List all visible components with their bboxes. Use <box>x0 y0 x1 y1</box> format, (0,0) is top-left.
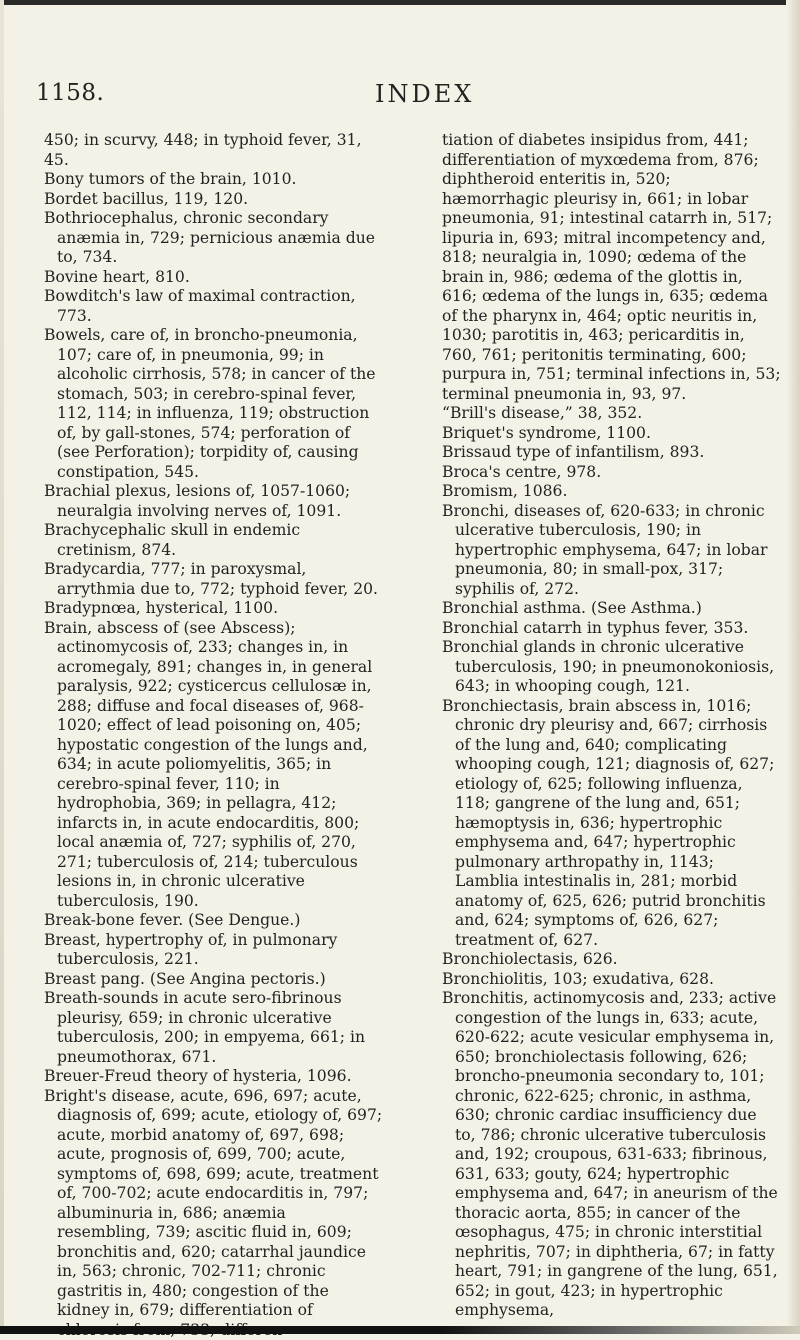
index-entry: Broca's centre, 978. <box>442 463 782 483</box>
index-entry: Bronchiolitis, 103; exudativa, 628. <box>442 970 782 990</box>
index-entry: Bothriocephalus, chronic secondary anæmia in, 729; pernicious anæmia due to, 734. <box>44 209 384 268</box>
index-entry: Brain, abscess of (see Abscess); actinomycosis of, 233; changes in, in acromegaly, 891; changes in, in general paralysis, 922; cysticercus cellulosæ in, 288; diffuse and focal diseases of, 968-1020; effect of lead poisoning on, 405; hypostatic congestion of the lungs and, 634; in acute poliomyelitis, 365; in cerebro-spinal fever, 110; in hydrophobia, 369; in pellagra, 412; infarcts in, in acute endocarditis, 800; local anæmia of, 727; syphilis of, 270, 271; tuberculosis of, 214; tuberculous lesions in, in chronic ulcerative tuberculosis, 190. <box>44 619 384 912</box>
index-entry: Bronchial glands in chronic ulcerative tuberculosis, 190; in pneumonokoniosis, 643; in whooping cough, 121. <box>442 638 782 697</box>
index-entry: Bordet bacillus, 119, 120. <box>44 190 384 210</box>
index-entry: Bright's disease, acute, 696, 697; acute, diagnosis of, 699; acute, etiology of, 697; acute, morbid anatomy of, 697, 698; acute, prognosis of, 699, 700; acute, symptoms of, 698, 699; acute, treatment of, 700-702; acute endocarditis in, 797; albuminuria in, 686; anæmia resembling, 739; ascitic fluid in, 609; bronchitis and, 620; catarrhal jaundice in, 563; chronic, 702-711; chronic gastritis in, 480; congestion of the kidney in, 679; differentiation of <box>44 1087 384 1340</box>
page-number: 1158. <box>36 80 104 106</box>
index-entry: Breast, hypertrophy of, in pulmonary tuberculosis, 221. <box>44 931 384 970</box>
bottom-edge-rule <box>0 1326 800 1334</box>
page-header <box>0 80 800 112</box>
index-entry: Brissaud type of infantilism, 893. <box>442 443 782 463</box>
running-head: INDEX <box>375 80 474 108</box>
index-entry: “Brill's disease,” 38, 352. <box>442 404 782 424</box>
index-entry: Break-bone fever. (See Dengue.) <box>44 911 384 931</box>
right-index-column <box>442 131 782 1321</box>
top-edge-rule <box>0 0 800 5</box>
index-entry: Breuer-Freud theory of hysteria, 1096. <box>44 1067 384 1087</box>
index-entry: Briquet's syndrome, 1100. <box>442 424 782 444</box>
index-entry: Bowditch's law of maximal contraction, 773. <box>44 287 384 326</box>
index-entry-continuation: tiation of diabetes insipidus from, 441; differentiation of myxœdema from, 876; diphtheroid enteritis in, 520; hæmorrhagic pleurisy in, 661; in lobar pneumonia, 91; intestinal catarrh in, 517; lipuria in, 693; mitral incompetency and, 818; neuralgia in, 1090; œdema of the brain in, 986; œdema of the glottis in, 616; œdema of the lungs in, 635; œdema of the pharynx in, 464; optic neuritis in, 1030; parotitis in, 463; pericarditis in, 760, 761; peritonitis terminating, 600; purpura in, 751; terminal infections in, 53; terminal pneumonia in, 93, 97. <box>442 131 782 404</box>
index-entry: Bronchi, diseases of, 620-633; in chronic ulcerative tuberculosis, 190; in hypertrophic emphysema, 647; in lobar pneumonia, 80; in small-pox, 317; syphilis of, 272. <box>442 502 782 600</box>
index-entry: Bovine heart, 810. <box>44 268 384 288</box>
index-entry: Bowels, care of, in broncho-pneumonia, 107; care of, in pneumonia, 99; in alcoholic cirrhosis, 578; in cancer of the stomach, 503; in cerebro-spinal fever, 112, 114; in influenza, 119; obstruction of, by gall-stones, 574; perforation of (see Perforation); torpidity of, causing constipation, 545. <box>44 326 384 482</box>
index-entry: Bronchiolectasis, 626. <box>442 950 782 970</box>
right-page-edge <box>786 0 800 1334</box>
index-entry: Brachial plexus, lesions of, 1057-1060; neuralgia involving nerves of, 1091. <box>44 482 384 521</box>
index-entry: Bronchitis, actinomycosis and, 233; active congestion of the lungs in, 633; acute, 620-622; acute vesicular emphysema in, 650; bronchiolectasis following, 626; broncho-pneumonia secondary to, 101; chronic, 622-625; chronic, in asthma, 630; chronic cardiac insufficiency due to, 786; chronic ulcerative tuberculosis and, 192; croupous, 631-633; fibrinous, 631, 633; gouty, 624; hypertrophic emphysema and, 647; in aneurism of the thoracic aorta, 855; in cancer of the œsophagus, 475; in chronic interstitial nephritis, 707; in diphtheria, 67; in fatty heart, 791; in gangrene of the lung, 651, 652; in gout, 423; in hypertrophic emphysema, <box>442 989 782 1321</box>
index-entry: Bronchial asthma. (See Asthma.) <box>442 599 782 619</box>
index-entry: Bradycardia, 777; in paroxysmal, arrythmia due to, 772; typhoid fever, 20. <box>44 560 384 599</box>
index-entry-continuation: 450; in scurvy, 448; in typhoid fever, 31, 45. <box>44 131 384 170</box>
index-entry: Breath-sounds in acute sero-fibrinous pleurisy, 659; in chronic ulcerative tuberculosis, 200; in empyema, 661; in pneumothorax, 671. <box>44 989 384 1067</box>
index-entry: Brachycephalic skull in endemic cretinism, 874. <box>44 521 384 560</box>
left-index-column <box>44 131 384 1340</box>
index-entry: Bradypnœa, hysterical, 1100. <box>44 599 384 619</box>
left-page-edge <box>0 0 4 1334</box>
index-entry: Bronchiectasis, brain abscess in, 1016; chronic dry pleurisy and, 667; cirrhosis of the lung and, 640; complicating whooping cough, 121; diagnosis of, 627; etiology of, 625; following influenza, 118; gangrene of the lung and, 651; hæmoptysis in, 636; hypertrophic emphysema and, 647; hypertrophic pulmonary arthropathy in, 1143; Lamblia intestinalis in, 281; morbid anatomy of, 625, 626; putrid bronchitis and, 624; symptoms of, 626, 627; treatment of, 627. <box>442 697 782 951</box>
index-entry: Bony tumors of the brain, 1010. <box>44 170 384 190</box>
index-entry: Bromism, 1086. <box>442 482 782 502</box>
index-entry: Breast pang. (See Angina pectoris.) <box>44 970 384 990</box>
index-entry: Bronchial catarrh in typhus fever, 353. <box>442 619 782 639</box>
